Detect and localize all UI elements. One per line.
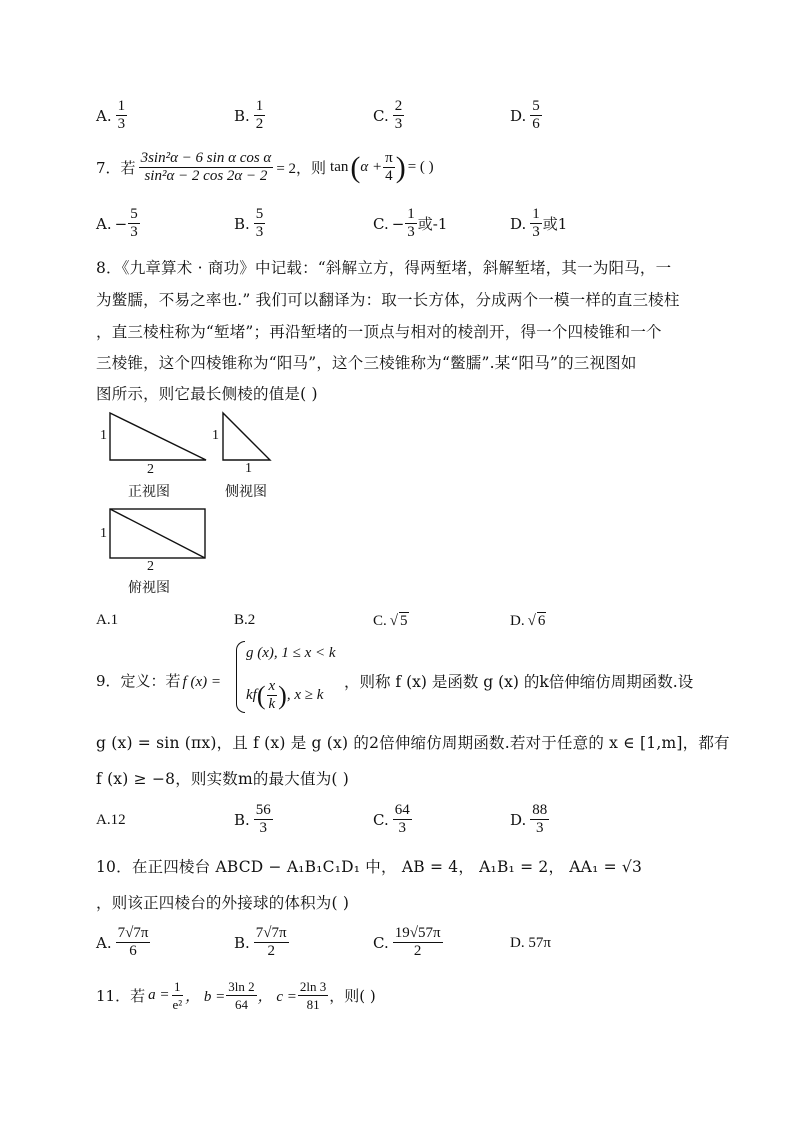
top-view-diagonal [110, 509, 205, 558]
top-view-caption: 俯视图 [128, 580, 170, 596]
side-view-width: 1 [245, 461, 252, 476]
fraction: $\frac{56}{3}$ [255, 802, 271, 836]
q6-option-d: D. $\frac{5}{6}$ [510, 98, 540, 132]
q8-line-4: 三棱锥，这个四棱锥称为“阳马”，这个三棱锥称为“鳖臑”.某“阳马”的三视图如 [96, 354, 637, 372]
q9-option-d: D. $\frac{88}{3}$ [510, 802, 548, 836]
fraction: $\frac{1}{3}$ [407, 206, 415, 240]
fraction: $\frac{5}{3}$ [130, 206, 138, 240]
q9-line-2: g (x) = sin (πx)，且 f (x) 是 g (x) 的2倍伸缩仿周期函数.若对于任意的 x ∈ [1,m]，都有 [96, 734, 730, 752]
q9-line-3: f (x) ≥ −8，则实数m的最大值为( ) [96, 770, 350, 788]
fraction: $\frac{1}{3}$ [117, 98, 126, 132]
q6-option-b: B. $\frac{1}{2}$ [234, 98, 264, 132]
fraction: $\frac{1}{2}$ [255, 98, 264, 132]
side-view-caption: 侧视图 [225, 484, 267, 500]
q8-line-3: ，直三棱柱称为“堑堵”；再沿堑堵的一顶点与相对的棱剖开，得一个四棱锥和一个 [96, 323, 662, 341]
q10-line-2: ，则该正四棱台的外接球的体积为( ) [96, 894, 350, 912]
q8-option-c: C. √ 5 [373, 612, 408, 629]
front-view-caption: 正视图 [128, 484, 170, 500]
q7-option-a: A. − $\frac{5}{3}$ [96, 206, 138, 240]
fraction: $\frac{2}{3}$ [394, 98, 403, 132]
q7-stem: 7． 若 $\frac{\text{3sin²α − 6 sin α cos α}}{\text{sin²α − 2 cos 2α − 2}}$ = 2，则 tan ( α + $\frac{\pi}{4}$ ) = ( ) [96, 150, 434, 184]
q8-line-2: 为鳖臑，不易之率也.” 我们可以翻译为：取一长方体，分成两个一模一样的直三棱柱 [96, 291, 680, 309]
q9-option-b: B. $\frac{56}{3}$ [234, 802, 271, 836]
three-view-diagram [96, 410, 296, 600]
q8-line-5: 图所示，则它最长侧棱的值是( ) [96, 385, 318, 403]
q10-option-d: D. 57π [510, 935, 551, 951]
q6-option-a: A. $\frac{1}{3}$ [96, 98, 126, 132]
front-view-height: 1 [100, 428, 107, 443]
fraction: $\frac{x}{k}$ [268, 678, 276, 712]
q10-option-b: B. $\frac{7√7\pi}{2}$ [234, 925, 287, 959]
q6-option-c: C. $\frac{2}{3}$ [373, 98, 403, 132]
q8-option-d: D. √ 6 [510, 612, 546, 629]
fraction: $\frac{5}{6}$ [532, 98, 540, 132]
top-view-width: 2 [147, 559, 154, 574]
q9-brace [236, 641, 245, 713]
q11-stem: 11．若 a = $\frac{1}{\text{e²}}$ ， b = $\frac{3\ln 2}{64}$ ， c = $\frac{2\ln 3}{81}$ ，则( ) [96, 979, 376, 1012]
side-view-height: 1 [212, 428, 219, 443]
q7-fraction: $\frac{\text{3sin²α − 6 sin α cos α}}{\text{sin²α − 2 cos 2α − 2}}$ [140, 150, 272, 184]
front-view-triangle [110, 413, 206, 460]
fraction: $\frac{1}{3}$ [532, 206, 540, 240]
q9-case-2: kf ( $\frac{x}{k}$ ) , x ≥ k [246, 678, 324, 712]
q7-option-b: B. $\frac{5}{3}$ [234, 206, 264, 240]
pi-over-four: $\frac{\pi}{4}$ [385, 150, 393, 184]
fraction: $\frac{5}{3}$ [255, 206, 264, 240]
fraction: $\frac{88}{3}$ [532, 802, 548, 836]
fraction: $\frac{19√57\pi}{2}$ [394, 925, 441, 959]
q9-option-c: C. $\frac{64}{3}$ [373, 802, 410, 836]
q9-after: ，则称 f (x) 是函数 g (x) 的k倍伸缩仿周期函数.设 [344, 673, 694, 691]
q8-option-a: A.1 [96, 612, 119, 628]
q7-option-c: C. − $\frac{1}{3}$ 或-1 [373, 206, 448, 240]
side-view-triangle [223, 413, 270, 460]
q7-option-d: D. $\frac{1}{3}$ 或1 [510, 206, 568, 240]
fraction: $\frac{7√7\pi}{2}$ [255, 925, 287, 959]
q9-lead: 9．定义：若 f (x) = [96, 672, 221, 690]
top-view-height: 1 [100, 526, 107, 541]
q10-line-1: 10．在正四棱台 ABCD − A₁B₁C₁D₁ 中， AB = 4， A₁B₁ = 2， AA₁ = √3 [96, 858, 643, 876]
q8-option-b: B.2 [234, 612, 256, 628]
q10-option-c: C. $\frac{19√57\pi}{2}$ [373, 925, 441, 959]
q10-option-a: A. $\frac{7√7\pi}{6}$ [96, 925, 149, 959]
fraction: $\frac{64}{3}$ [394, 802, 410, 836]
q9-option-a: A.12 [96, 812, 126, 828]
fraction: $\frac{7√7\pi}{6}$ [117, 925, 149, 959]
q8-line-1: 8．《九章算术 · 商功》中记载：“斜解立方，得两堑堵，斜解堑堵，其一为阳马，一 [96, 259, 672, 277]
fraction: $\frac{1}{\text{e²}}$ [172, 979, 183, 1012]
fraction: $\frac{3\ln 2}{64}$ [228, 979, 255, 1012]
front-view-width: 2 [147, 462, 154, 477]
fraction: $\frac{2\ln 3}{81}$ [299, 979, 327, 1012]
q9-case-1: g (x), 1 ≤ x < k [246, 645, 336, 661]
